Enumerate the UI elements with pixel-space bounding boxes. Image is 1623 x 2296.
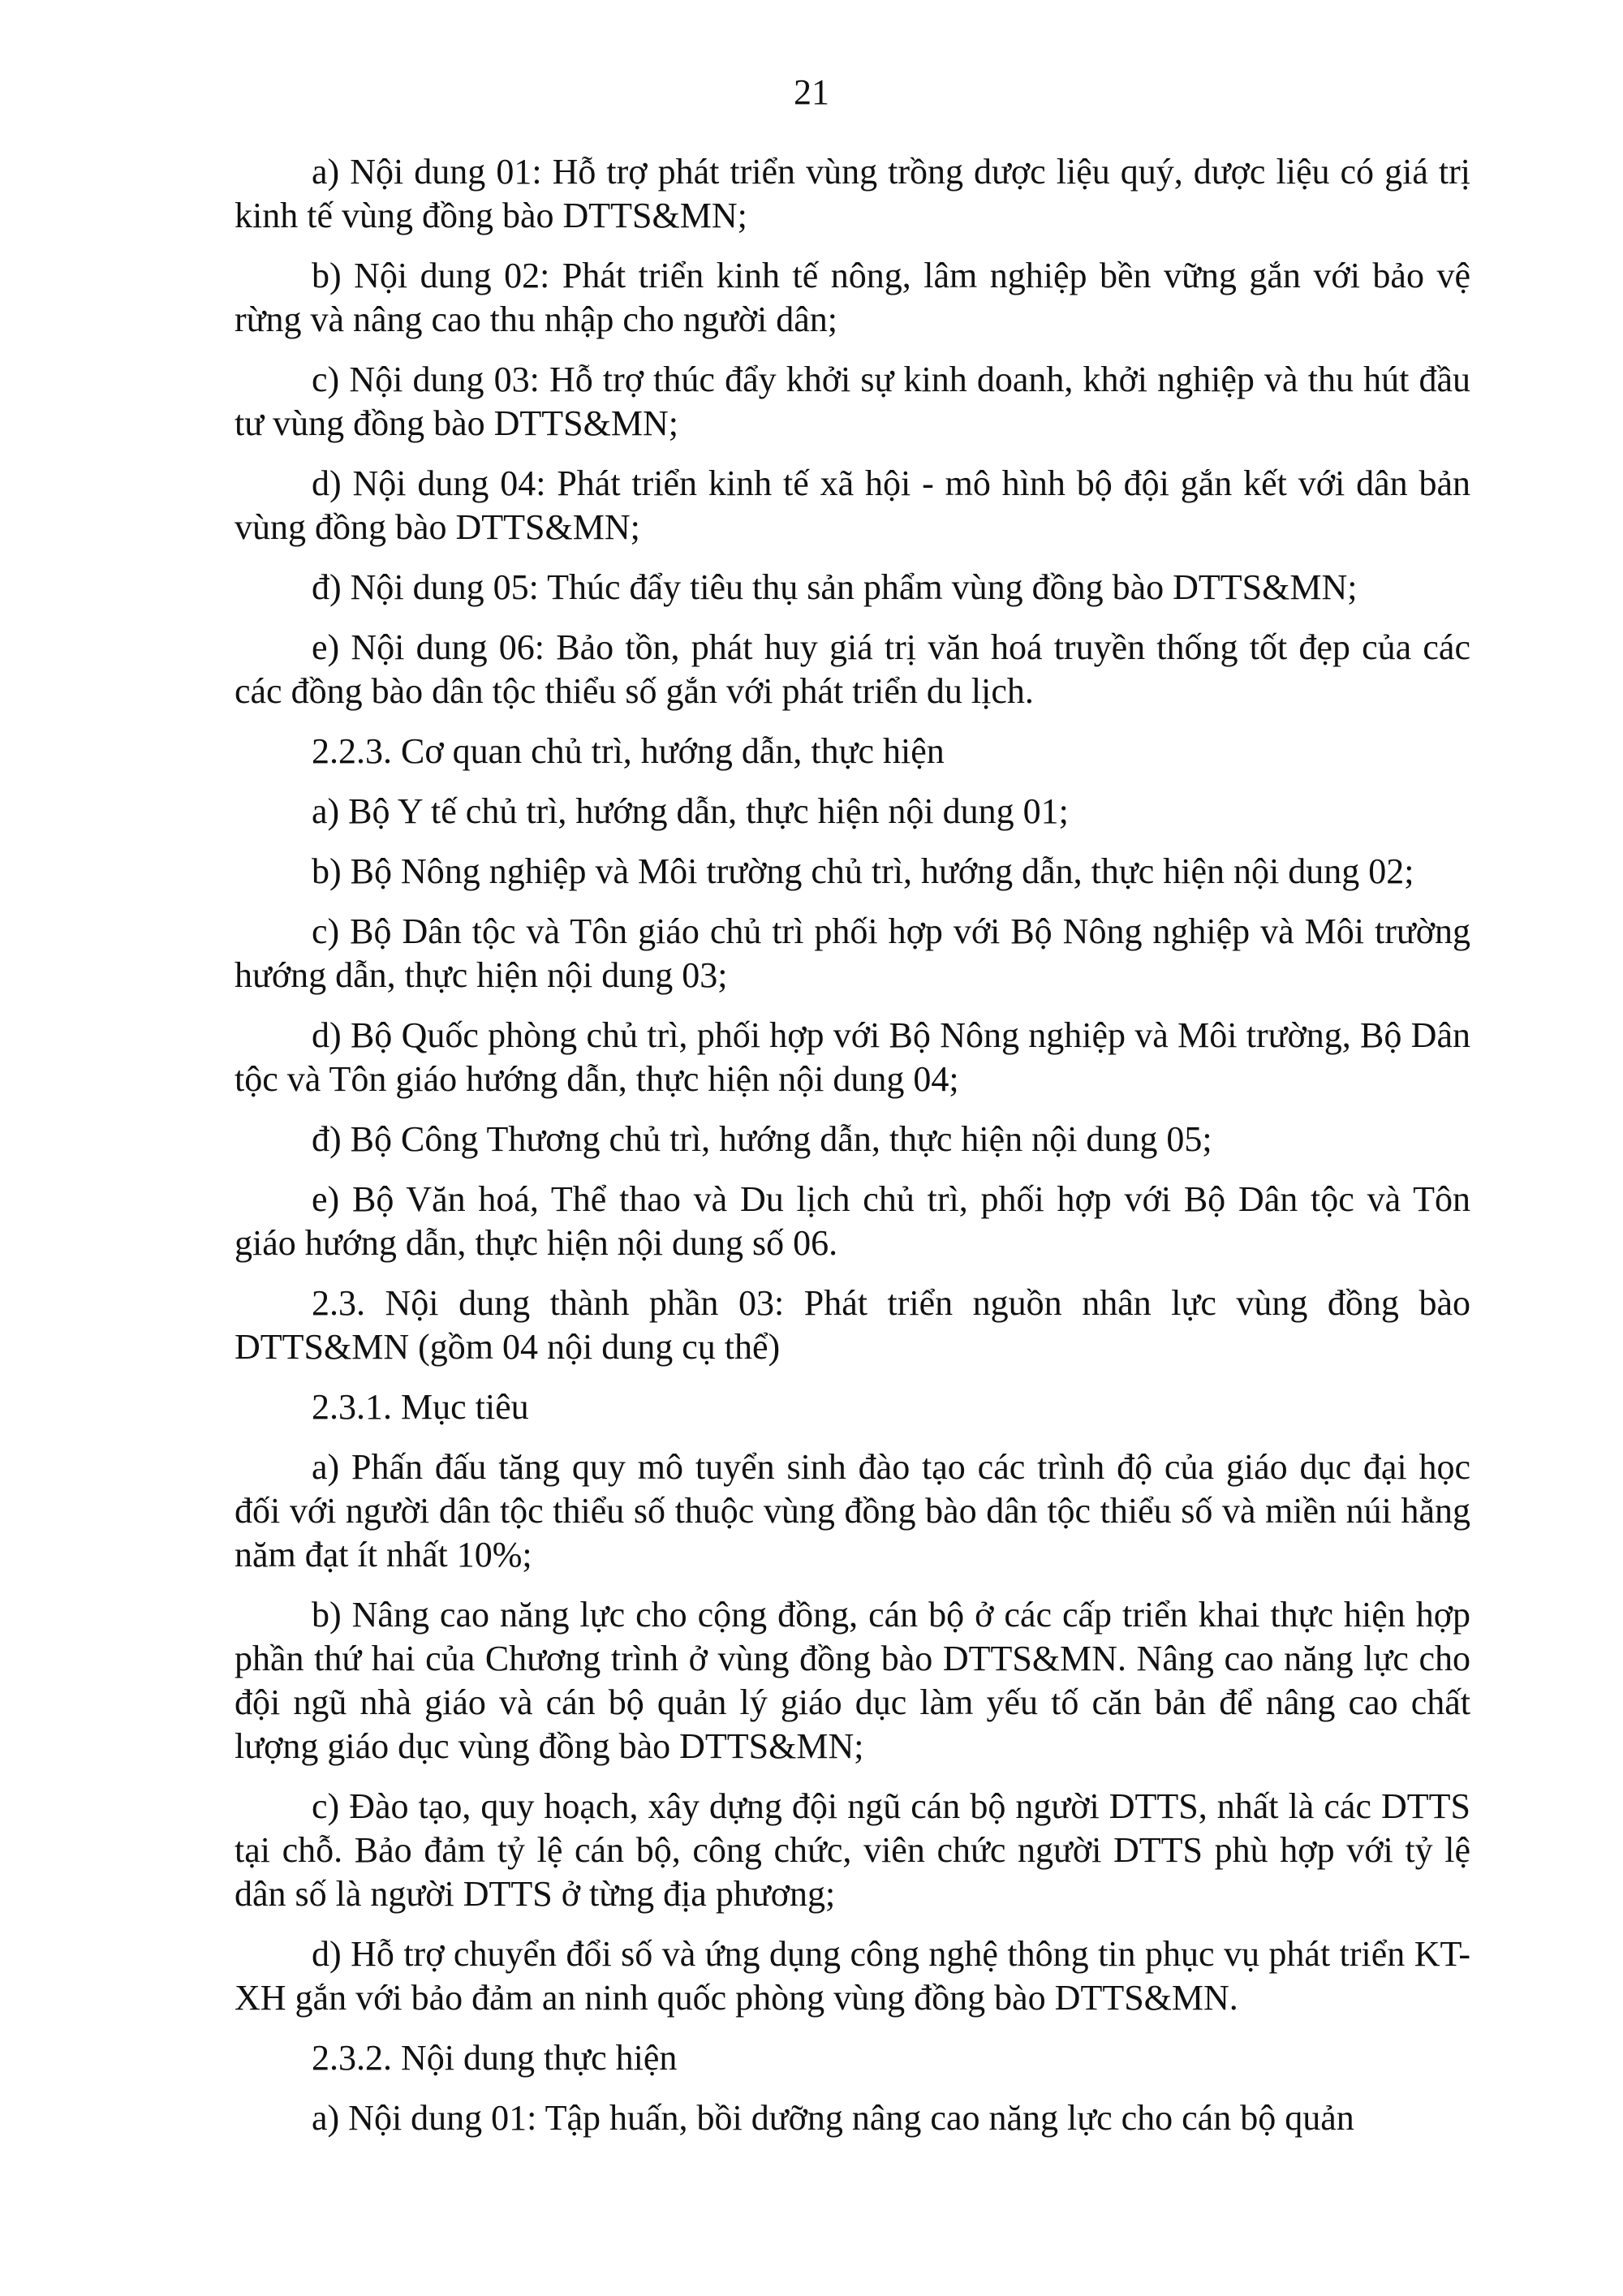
- page-number: 21: [794, 72, 829, 112]
- paragraph: b) Nội dung 02: Phát triển kinh tế nông, lâm nghiệp bền vững gắn với bảo vệ rừng và nâng cao thu nhập cho người dân;: [235, 256, 1470, 339]
- paragraph: a) Bộ Y tế chủ trì, hướng dẫn, thực hiện nội dung 01;: [312, 791, 1069, 831]
- paragraph: d) Hỗ trợ chuyển đổi số và ứng dụng công nghệ thông tin phục vụ phát triển KT-XH gắn với bảo đảm an ninh quốc phòng vùng đồng bào DTTS&MN.: [235, 1934, 1470, 2018]
- paragraph: a) Phấn đấu tăng quy mô tuyển sinh đào tạo các trình độ của giáo dục đại học đối với người dân tộc thiểu số thuộc vùng đồng bào dân tộc thiểu số và miền núi hằng năm đạt ít nhất 10%;: [235, 1447, 1470, 1574]
- paragraph: a) Nội dung 01: Hỗ trợ phát triển vùng trồng dược liệu quý, dược liệu có giá trị kinh tế vùng đồng bào DTTS&MN;: [235, 152, 1470, 235]
- paragraph: c) Đào tạo, quy hoạch, xây dựng đội ngũ cán bộ người DTTS, nhất là các DTTS tại chỗ. Bảo đảm tỷ lệ cán bộ, công chức, viên chức người DTTS phù hợp với tỷ lệ dân số là người DTTS ở từng địa phương;: [235, 1786, 1470, 1914]
- document-body: [235, 150, 1470, 2156]
- paragraph: b) Bộ Nông nghiệp và Môi trường chủ trì, hướng dẫn, thực hiện nội dung 02;: [312, 851, 1414, 891]
- section-heading: 2.2.3. Cơ quan chủ trì, hướng dẫn, thực hiện: [312, 731, 945, 771]
- paragraph: d) Nội dung 04: Phát triển kinh tế xã hội - mô hình bộ đội gắn kết với dân bản vùng đồng bào DTTS&MN;: [235, 463, 1470, 547]
- paragraph: đ) Bộ Công Thương chủ trì, hướng dẫn, thực hiện nội dung 05;: [312, 1119, 1212, 1159]
- section-heading: 2.3.2. Nội dung thực hiện: [312, 2038, 678, 2078]
- paragraph: e) Bộ Văn hoá, Thể thao và Du lịch chủ trì, phối hợp với Bộ Dân tộc và Tôn giáo hướng dẫn, thực hiện nội dung số 06.: [235, 1179, 1470, 1263]
- section-heading: 2.3. Nội dung thành phần 03: Phát triển nguồn nhân lực vùng đồng bào DTTS&MN (gồm 04 nội dung cụ thể): [235, 1283, 1470, 1367]
- paragraph: d) Bộ Quốc phòng chủ trì, phối hợp với Bộ Nông nghiệp và Môi trường, Bộ Dân tộc và Tôn giáo hướng dẫn, thực hiện nội dung 04;: [235, 1015, 1470, 1099]
- paragraph: c) Bộ Dân tộc và Tôn giáo chủ trì phối hợp với Bộ Nông nghiệp và Môi trường hướng dẫn, thực hiện nội dung 03;: [235, 911, 1470, 995]
- paragraph: a) Nội dung 01: Tập huấn, bồi dưỡng nâng cao năng lực cho cán bộ quản: [312, 2098, 1354, 2138]
- paragraph: đ) Nội dung 05: Thúc đẩy tiêu thụ sản phẩm vùng đồng bào DTTS&MN;: [312, 567, 1358, 607]
- paragraph: e) Nội dung 06: Bảo tồn, phát huy giá trị văn hoá truyền thống tốt đẹp của các các đồng bào dân tộc thiểu số gắn với phát triển du lịch.: [235, 627, 1470, 711]
- paragraph: b) Nâng cao năng lực cho cộng đồng, cán bộ ở các cấp triển khai thực hiện hợp phần thứ hai của Chương trình ở vùng đồng bào DTTS&MN. Nâng cao năng lực cho đội ngũ nhà giáo và cán bộ quản lý giáo dục làm yếu tố căn bản để nâng cao chất lượng giáo dục vùng đồng bào DTTS&MN;: [235, 1595, 1470, 1766]
- section-heading: 2.3.1. Mục tiêu: [312, 1387, 529, 1427]
- paragraph: c) Nội dung 03: Hỗ trợ thúc đẩy khởi sự kinh doanh, khởi nghiệp và thu hút đầu tư vùng đồng bào DTTS&MN;: [235, 360, 1470, 443]
